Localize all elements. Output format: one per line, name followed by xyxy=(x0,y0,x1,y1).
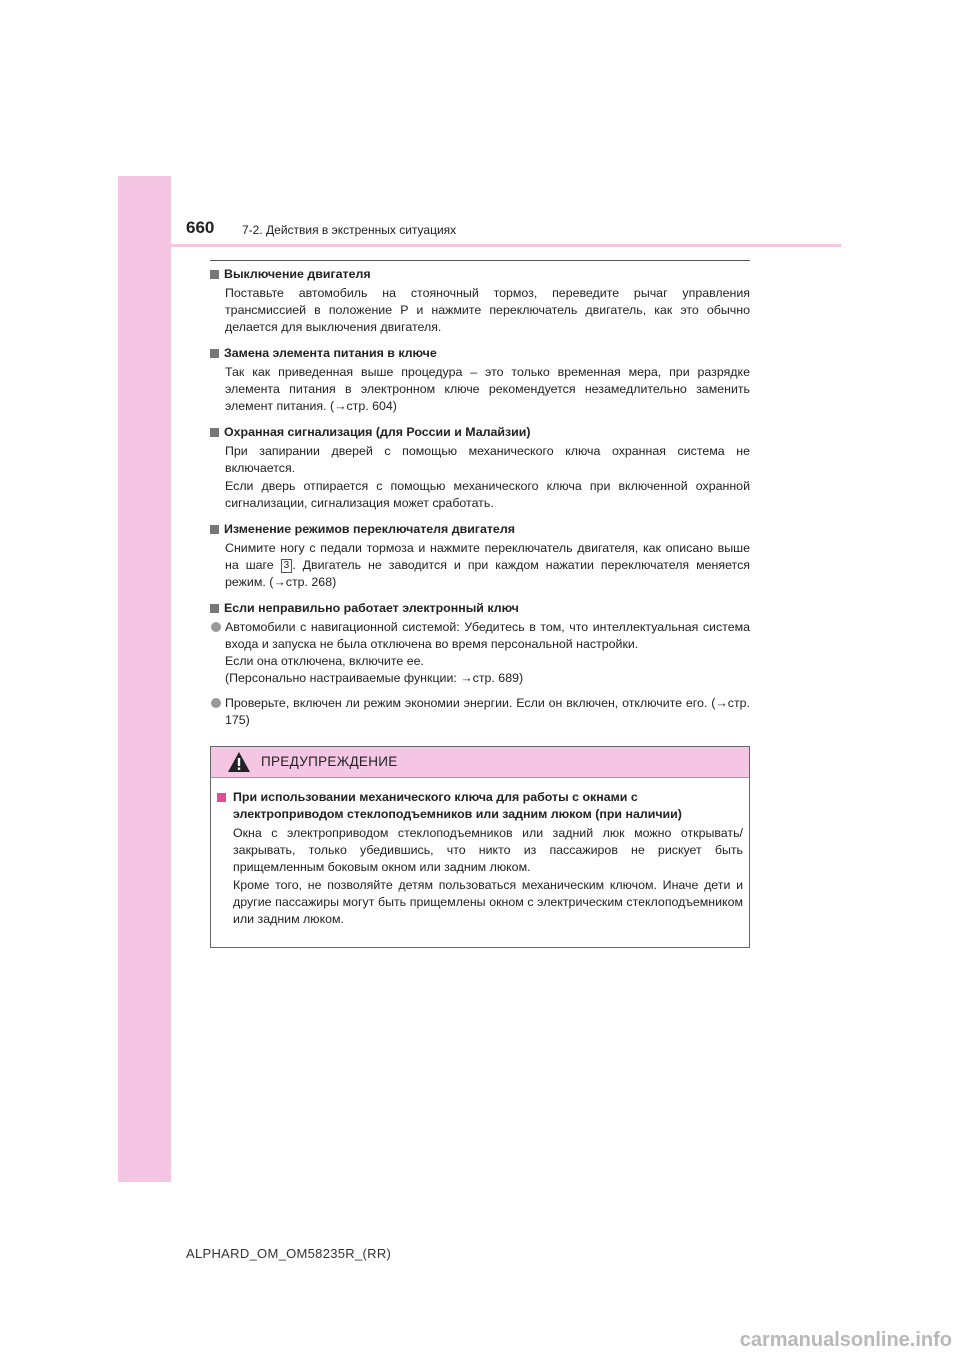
circle-bullet-icon xyxy=(211,698,221,708)
block-alarm xyxy=(210,424,750,512)
block-heading: Выключение двигателя xyxy=(210,266,750,283)
block-heading: Если неправильно работает электронный ключ xyxy=(210,600,750,617)
main-content xyxy=(210,266,750,738)
footer-doc-code: ALPHARD_OM_OM58235R_(RR) xyxy=(186,1246,392,1261)
side-color-band xyxy=(118,176,171,1182)
block-heading: Замена элемента питания в ключе xyxy=(210,345,750,362)
square-bullet-icon xyxy=(210,349,219,358)
block-paragraph: Поставьте автомобиль на стояночный тормоз, переведите рычаг управления трансмиссией в положение P и нажмите переключатель двигатель, как это обычно делается для выключения двигателя. xyxy=(225,286,750,334)
square-bullet-icon xyxy=(217,793,226,802)
warning-paragraph: Окна с электроприводом стеклоподъемников или задний люк можно открывать/закрывать, только убедившись, что никто из пассажиров не рискует быть прищемленным боковым окном или задним люком. xyxy=(233,826,743,874)
block-heading: Изменение режимов переключателя двигателя xyxy=(210,521,750,538)
block-key-malfunction xyxy=(210,600,750,729)
warning-heading: При использовании механического ключа для работы с окнами с электроприводом стеклоподъемников или задним люком (при наличии) xyxy=(217,789,743,823)
warning-box xyxy=(210,746,750,948)
block-paragraph: Так как приведенная выше процедура – это только временная мера, при разрядке элемента питания в электронном ключе рекомендуется незамедлительно заменить элемент питания. (→стр. 604) xyxy=(225,365,750,413)
block-heading: Охранная сигнализация (для России и Малайзии) xyxy=(210,424,750,441)
warning-header xyxy=(211,747,749,778)
page-header xyxy=(186,218,846,242)
square-bullet-icon xyxy=(210,604,219,613)
block-paragraph: Если дверь отпирается с помощью механического ключа при включенной охранной сигнализации, сигнализация может сработать. xyxy=(225,479,750,510)
square-bullet-icon xyxy=(210,270,219,279)
section-title: 7-2. Действия в экстренных ситуациях xyxy=(242,223,457,237)
warning-paragraph: Кроме того, не позволяйте детям пользоваться механическим ключом. Иначе дети и другие пассажиры могут быть прищемлены окном с электрическим стеклоподъемником или задним люком. xyxy=(233,878,743,926)
circle-bullet-icon xyxy=(211,622,221,632)
page-number: 660 xyxy=(186,218,215,237)
content-rule xyxy=(210,260,750,261)
block-battery-replace xyxy=(210,345,750,415)
block-engine-off xyxy=(210,266,750,336)
warning-triangle-icon xyxy=(227,751,251,773)
square-bullet-icon xyxy=(210,525,219,534)
header-rule xyxy=(171,244,841,247)
list-item: Проверьте, включен ли режим экономии энергии. Если он включен, отключите его. (→стр. 175) xyxy=(210,695,750,729)
square-bullet-icon xyxy=(210,428,219,437)
watermark: carmanualsonline.info xyxy=(739,1329,952,1351)
warning-body xyxy=(211,778,749,928)
block-paragraph: Снимите ногу с педали тормоза и нажмите переключатель двигателя, как описано выше на шаге 3 . Двигатель не заводится и при каждом нажатии переключателя меняется режим. (→стр. 268) xyxy=(225,541,750,589)
warning-title: ПРЕДУПРЕЖДЕНИЕ xyxy=(261,754,398,769)
list-item: Автомобили с навигационной системой: Убедитесь в том, что интеллектуальная система входа и запуска не была отключена во время персональной настройки. Если она отключена, включите ее. (Персонально настраиваемые функции: →стр. 689) xyxy=(210,619,750,687)
block-paragraph: При запирании дверей с помощью механического ключа охранная система не включается. xyxy=(225,444,750,475)
step-number-box: 3 xyxy=(281,559,293,573)
block-engine-modes xyxy=(210,521,750,591)
